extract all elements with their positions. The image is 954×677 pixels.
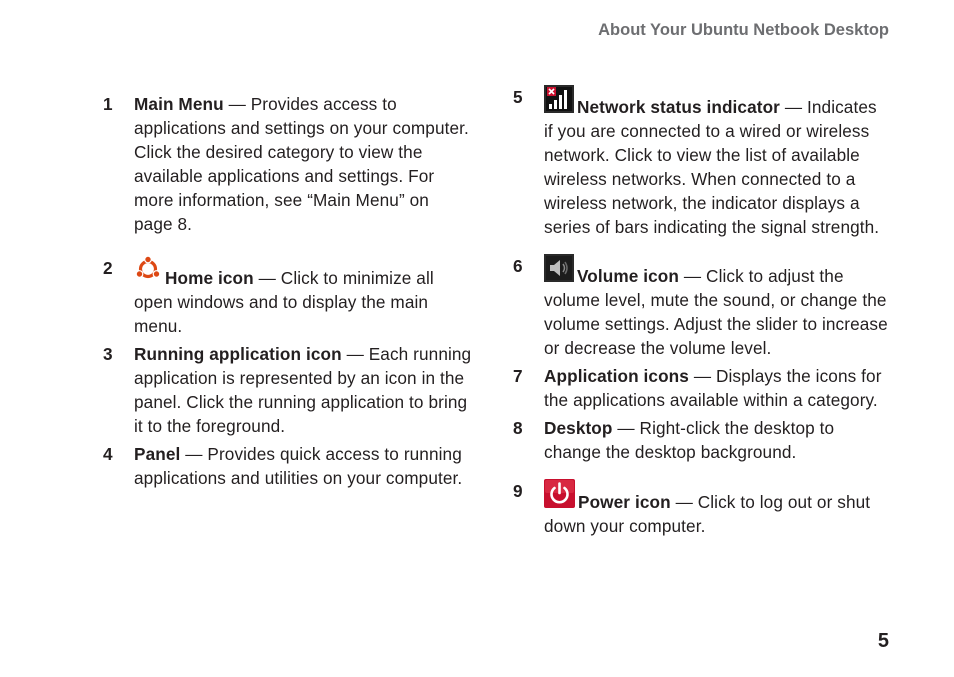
list-item-home-icon [103, 256, 483, 338]
list-item-main-menu [103, 92, 483, 236]
item-term: Volume icon [577, 266, 680, 286]
network-signal-icon [544, 85, 574, 119]
item-number: 4 [103, 444, 113, 464]
speaker-icon [544, 254, 574, 288]
item-term: Application icons [544, 366, 689, 386]
item-number: 5 [513, 87, 523, 107]
item-term: Home icon [165, 268, 254, 288]
page-number: 5 [877, 630, 889, 652]
item-desc: — Provides access to applications and settings on your computer. Click the desired category to view the available applications and settings. For more information, see “Main Menu” on page 8. [134, 94, 469, 234]
item-number: 7 [513, 366, 523, 386]
left-column [103, 92, 483, 490]
list-item-panel [103, 442, 483, 490]
item-number: 1 [103, 94, 113, 114]
page-header: About Your Ubuntu Netbook Desktop [598, 21, 889, 39]
item-desc: — Provides quick access to running applications and utilities on your computer. [134, 444, 463, 488]
item-term: Panel [134, 444, 181, 464]
item-desc: — Click to log out or shut down your computer. [544, 492, 871, 536]
item-number: 9 [513, 481, 523, 501]
item-term: Power icon [578, 492, 671, 512]
item-desc: — Click to minimize all open windows and to display the main menu. [134, 268, 434, 336]
item-term: Desktop [544, 418, 613, 438]
item-term: Running application icon [134, 344, 342, 364]
right-column [513, 85, 893, 538]
item-term: Main Menu [134, 94, 224, 114]
item-desc: — Indicates if you are connected to a wired or wireless network. Click to view the list of available wireless networks. When connected to a wireless network, the indicator displays a series of bars indicating the signal strength. [544, 97, 880, 237]
item-number: 8 [513, 418, 523, 438]
item-number: 2 [103, 258, 113, 278]
list-item-application-icons [513, 364, 893, 412]
item-number: 6 [513, 256, 523, 276]
item-number: 3 [103, 344, 113, 364]
list-item-power-icon [513, 479, 893, 538]
list-item-volume-icon [513, 254, 893, 360]
ubuntu-logo-icon [134, 256, 162, 288]
list-item-running-application-icon [103, 342, 483, 438]
list-item-network-status-indicator [513, 85, 893, 239]
list-item-desktop [513, 416, 893, 464]
item-desc: — Each running application is represented by an icon in the panel. Click the running application to bring it to the foreground. [134, 344, 472, 436]
item-term: Network status indicator [577, 97, 780, 117]
item-desc: — Displays the icons for the applications available within a category. [544, 366, 882, 410]
item-desc: — Right-click the desktop to change the desktop background. [544, 418, 835, 462]
item-desc: — Click to adjust the volume level, mute the sound, or change the volume settings. Adjust the slider to increase or decrease the volume level. [544, 266, 888, 358]
power-icon [544, 479, 575, 514]
